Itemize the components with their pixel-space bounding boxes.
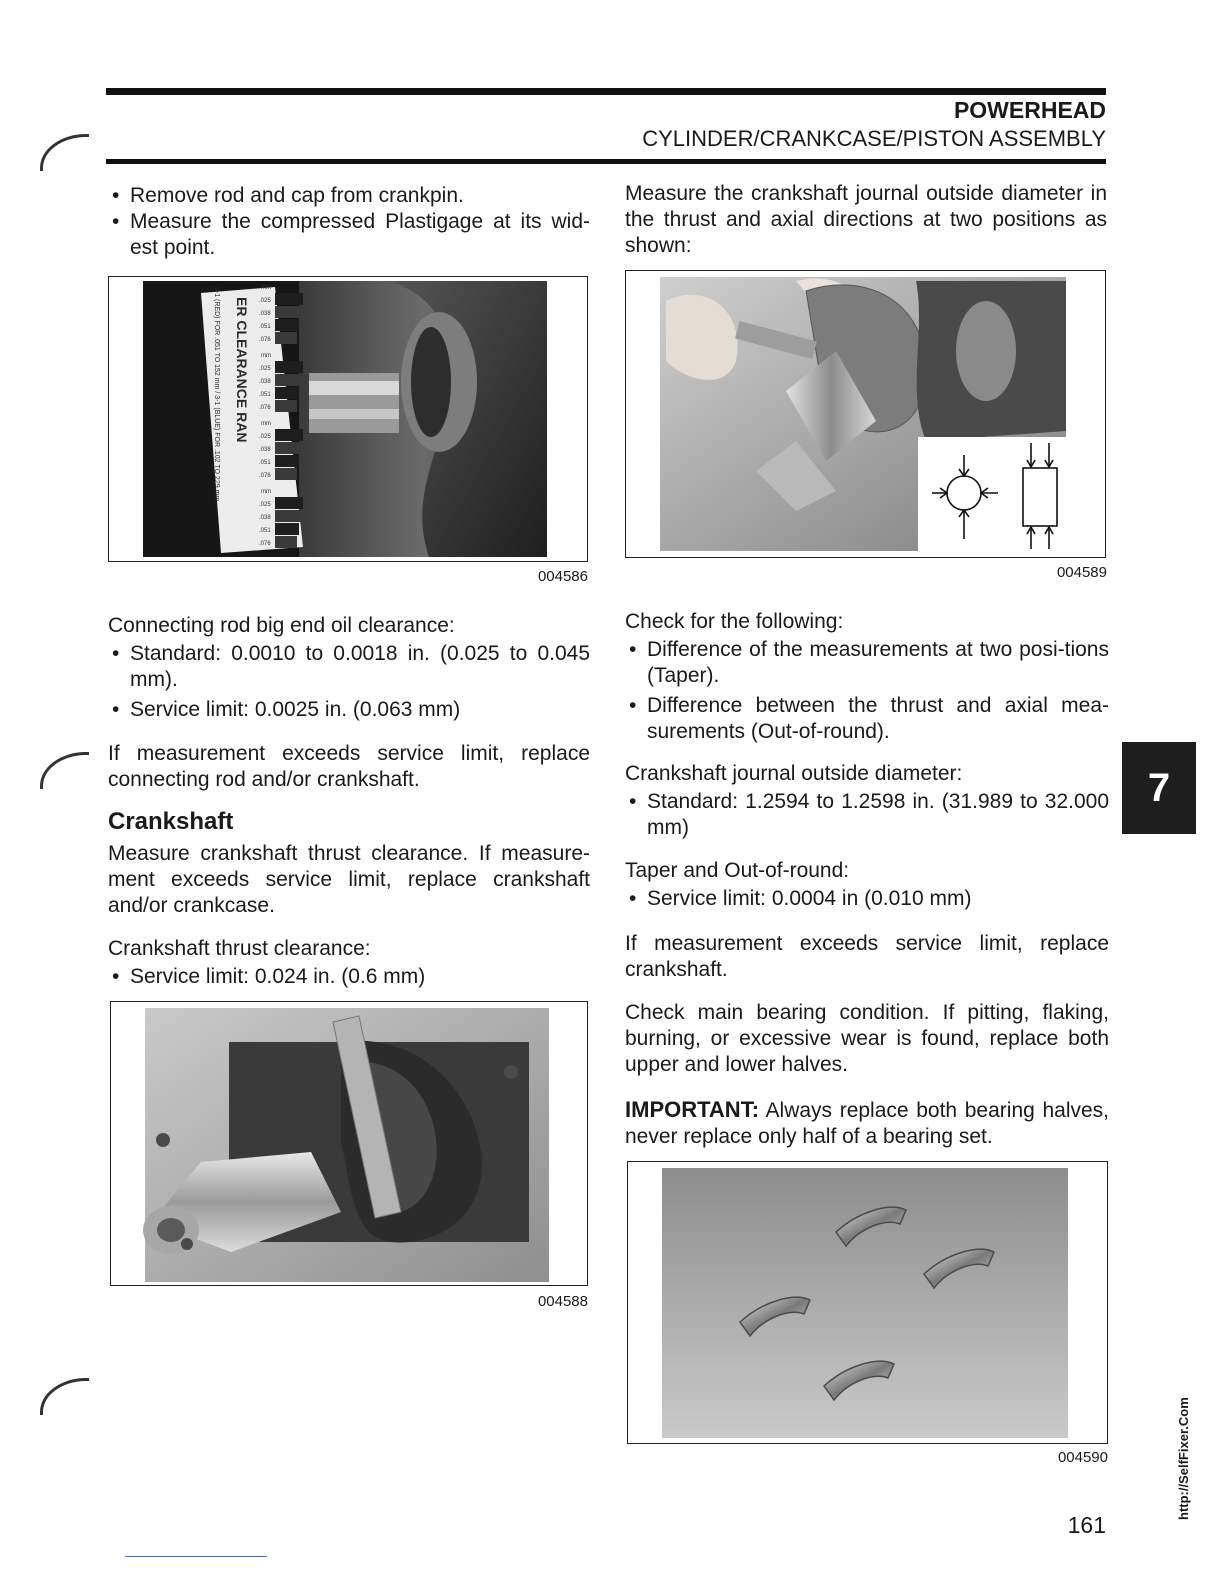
binder-hole-mark (40, 134, 89, 171)
scale-tick-label: .076 (259, 405, 271, 411)
scale-tick-label: .076 (259, 541, 271, 547)
figure-code: 004588 (537, 1293, 588, 1310)
figure-code: 004590 (1057, 1449, 1108, 1466)
footer-link-line (125, 1556, 267, 1557)
scale-tick-label: .038 (259, 447, 271, 453)
scale-tick-label: .051 (259, 392, 271, 398)
list-item: • Difference of the measurements at two posi-tions (Taper). (625, 637, 1109, 689)
scale-tick-label: .051 (259, 528, 271, 534)
replace-note: If measurement exceeds service limit, replace crankshaft. (625, 932, 1109, 981)
scale-bar (275, 400, 297, 412)
scale-tick-label: .038 (259, 311, 271, 317)
plastigage-photo (109, 277, 587, 561)
list-item: • Standard: 0.0010 to 0.0018 in. (0.025 to 0.045 mm). (108, 641, 590, 693)
taper-spec (625, 858, 1109, 912)
header-rule-top (106, 88, 1106, 95)
check-list (625, 609, 1109, 745)
spec-heading: Crankshaft journal outside diameter: (625, 762, 963, 785)
gauge-name-text: ER CLEARANCE RAN (234, 297, 250, 443)
scale-tick-label: .051 (259, 460, 271, 466)
scale-bar (275, 468, 297, 480)
figure-code: 004589 (1056, 564, 1107, 581)
spec-heading: Taper and Out-of-round: (625, 859, 850, 882)
figure-micrometer (625, 270, 1106, 558)
micrometer-photo (626, 271, 1105, 557)
scale-unit-label: mm (261, 353, 271, 359)
scale-bar (275, 523, 299, 535)
scale-tick-label: .076 (259, 473, 271, 479)
scale-bar (275, 536, 297, 548)
scale-tick-label: .025 (259, 502, 271, 508)
binder-hole-mark (40, 1378, 89, 1415)
scale-tick-label: .025 (259, 434, 271, 440)
scale-tick-label: .038 (259, 379, 271, 385)
header-rule-bottom (106, 159, 1106, 164)
list-item: • Remove rod and cap from crankpin. (108, 183, 590, 209)
journal-spec (625, 761, 1109, 841)
scale-bar (275, 361, 303, 373)
page-number: 161 (1067, 1512, 1106, 1538)
scale-unit-label: mm (261, 285, 271, 291)
scale-bar (275, 442, 301, 454)
figure-thrust-clearance (110, 1001, 588, 1286)
binder-hole-mark (40, 752, 89, 789)
watermark-url: http://SelfFixer.Com (1176, 1397, 1191, 1520)
thrust-spec (108, 936, 590, 990)
bearings-photo (628, 1162, 1107, 1443)
scale-bar (275, 455, 299, 467)
scale-bar (275, 293, 303, 305)
spec-heading: Crankshaft thrust clearance: (108, 937, 371, 960)
gauge-range-text: 9-1 (RED) FOR .051 TO 152 mm / 3-1 (BLUE) FOR .102 TO 229 mm (213, 287, 220, 502)
important-note (625, 1097, 1109, 1150)
figure-code: 004586 (537, 568, 588, 585)
section-title: POWERHEAD (953, 97, 1106, 123)
scale-tick-label: .076 (259, 337, 271, 343)
scale-bar (275, 306, 301, 318)
spec-heading: Connecting rod big end oil clearance: (108, 614, 455, 637)
list-item: • Difference between the thrust and axial mea-surements (Out-of-round). (625, 693, 1109, 745)
service-note: If measurement exceeds service limit, replace connecting rod and/or crankshaft. (108, 742, 590, 791)
scale-bar (275, 429, 303, 441)
scale-bar (275, 510, 301, 522)
scale-bar (275, 332, 297, 344)
crankshaft-body: Measure crankshaft thrust clearance. If measure-ment exceeds service limit, replace crankshaft and/or crankcase. (108, 842, 590, 917)
important-label: IMPORTANT: (625, 1097, 760, 1122)
list-item: • Service limit: 0.0004 in (0.010 mm) (625, 886, 1109, 912)
bearing-note: Check main bearing condition. If pitting, flaking, burning, or excessive wear is found, replace both upper and lower halves. (625, 1001, 1109, 1076)
scale-bar (275, 497, 303, 509)
check-heading: Check for the following: (625, 610, 844, 633)
list-item: • Standard: 1.2594 to 1.2598 in. (31.989 to 32.000 mm) (625, 789, 1109, 841)
important-text: Always replace both bearing halves, never replace only half of a bearing set. (625, 1099, 1109, 1148)
intro-bullets (108, 183, 590, 261)
list-item: • Measure the compressed Plastigage at its wid-est point. (108, 209, 590, 261)
scale-bar (275, 374, 301, 386)
crankshaft-heading: Crankshaft (108, 808, 234, 835)
list-item: • Service limit: 0.0025 in. (0.063 mm) (108, 697, 590, 723)
subsection-title: CYLINDER/CRANKCASE/PISTON ASSEMBLY (642, 126, 1106, 151)
crankcase-photo (111, 1002, 587, 1285)
figure-bearings (627, 1161, 1108, 1444)
scale-bar (275, 319, 299, 331)
scale-bar (275, 387, 299, 399)
scale-tick-label: .051 (259, 324, 271, 330)
figure-plastigage (108, 276, 588, 562)
chapter-tab: 7 (1122, 742, 1196, 834)
scale-tick-label: .038 (259, 515, 271, 521)
scale-unit-label: mm (261, 489, 271, 495)
scale-tick-label: .025 (259, 298, 271, 304)
journal-intro: Measure the crankshaft journal outside diameter in the thrust and axial directions at two positions as shown: (625, 182, 1107, 257)
list-item: • Service limit: 0.024 in. (0.6 mm) (108, 964, 590, 990)
scale-tick-label: .025 (259, 366, 271, 372)
oil-clearance-spec (108, 613, 590, 793)
scale-unit-label: mm (261, 421, 271, 427)
